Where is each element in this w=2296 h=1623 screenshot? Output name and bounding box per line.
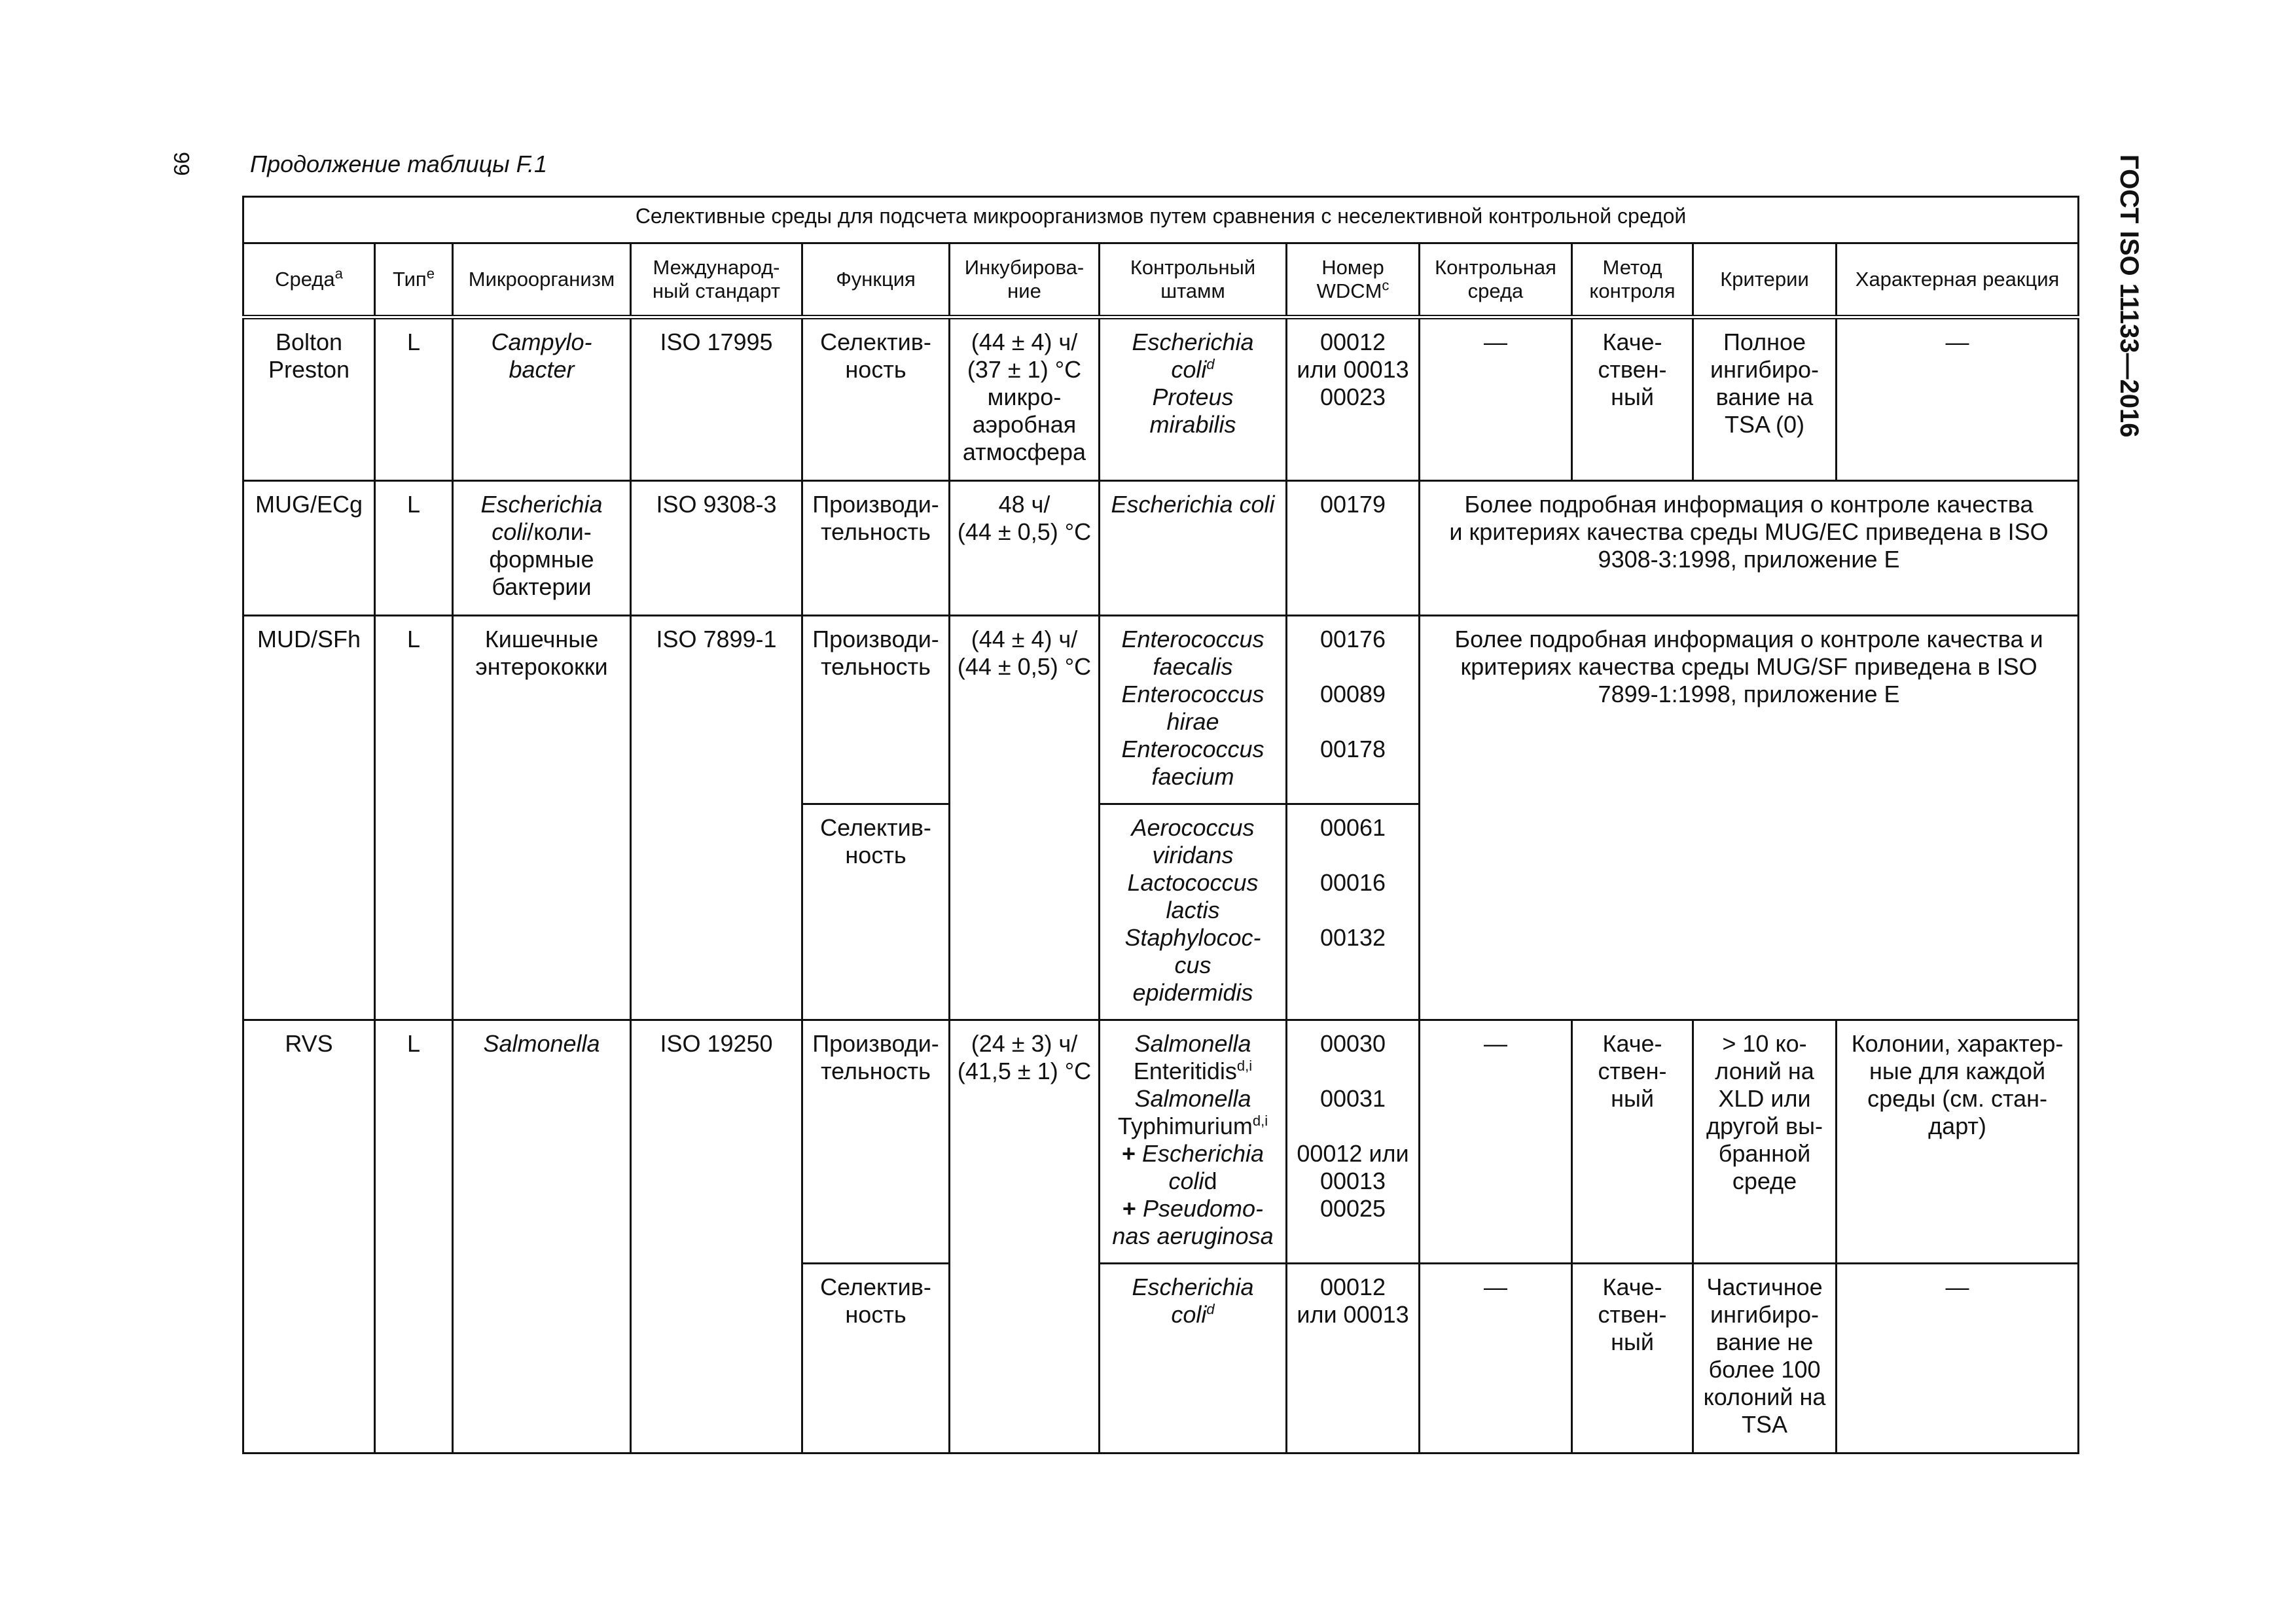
cell-control-strain: Escherichia coli$^d$ Proteus mirabilis [1100, 317, 1287, 481]
cell-medium: MUG/ECg [243, 481, 375, 616]
cell-function: Селектив- ность [802, 317, 950, 481]
cell-control-method: Каче- ствен- ный [1572, 317, 1693, 481]
cell-incubation: (44 ± 4) ч/ (37 ± 1) °C микро- аэробная атмосфера [950, 317, 1100, 481]
cell-characteristic-reaction: Колонии, характер- ные для каждой среды (см. стан- дарт) [1837, 1020, 2079, 1264]
cell-type: L [375, 1020, 453, 1454]
cell-criteria: Полное ингибиро- вание на TSA (0) [1693, 317, 1837, 481]
header-wdcm-number: Номер WDCM$^c$ [1287, 243, 1420, 317]
table-header-row [243, 243, 2079, 317]
cell-control-method: Каче- ствен- ный [1572, 1264, 1693, 1454]
cell-microorganism: Escherichia coli/коли- формные бактерии [453, 481, 631, 616]
cell-characteristic-reaction: — [1837, 1264, 2079, 1454]
cell-standard: ISO 19250 [631, 1020, 802, 1454]
header-microorganism: Микроорганизм [453, 243, 631, 317]
cell-microorganism: Salmonella [453, 1020, 631, 1454]
header-control-strain: Контрольный штамм [1100, 243, 1287, 317]
table-row-mud-sf-productivity [243, 616, 2079, 804]
cell-incubation: (44 ± 4) ч/ (44 ± 0,5) °C [950, 616, 1100, 1020]
cell-function: Производи- тельность [802, 1020, 950, 1264]
header-characteristic-reaction: Характерная реакция [1837, 243, 2079, 317]
cell-reference-medium: — [1420, 1020, 1572, 1264]
cell-standard: ISO 9308-3 [631, 481, 802, 616]
cell-control-strain: Escherichia coli$^d$ [1100, 1264, 1287, 1454]
cell-standard: ISO 7899-1 [631, 616, 802, 1020]
cell-wdcm-number: 00030 00031 00012 или 00013 00025 [1287, 1020, 1420, 1264]
cell-standard: ISO 17995 [631, 317, 802, 481]
header-control-method: Метод контроля [1572, 243, 1693, 317]
cell-microorganism: Кишечные энтерококки [453, 616, 631, 1020]
cell-note: Более подробная информация о контроле качества и критериях качества среды MUG/EC приведена в ISO 9308-3:1998, приложение E [1420, 481, 2079, 616]
cell-wdcm-number: 00061 00016 00132 [1287, 804, 1420, 1020]
cell-control-strain: Salmonella Enteritidis$^{d,i}$ Salmonella Typhimurium$^{d,i}$ + Escherichia colid + Pseudomo- nas aeruginosa [1100, 1020, 1287, 1264]
cell-control-strain: Aerococcus viridans Lactococcus lactis Staphylococ- cus epidermidis [1100, 804, 1287, 1020]
cell-type: L [375, 317, 453, 481]
table-caption: Селективные среды для подсчета микроорганизмов путем сравнения с неселективной контрольной средой [243, 197, 2079, 243]
cell-note: Более подробная информация о контроле качества и критериях качества среды MUG/SF приведена в ISO 7899-1:1998, приложение E [1420, 616, 2079, 1020]
header-type: Тип$^e$ [375, 243, 453, 317]
cell-medium: RVS [243, 1020, 375, 1454]
cell-medium: MUD/SFh [243, 616, 375, 1020]
cell-function: Селектив- ность [802, 804, 950, 1020]
cell-control-strain: Escherichia coli [1100, 481, 1287, 616]
cell-incubation: (24 ± 3) ч/ (41,5 ± 1) °C [950, 1020, 1100, 1454]
table-row-rvs-productivity [243, 1020, 2079, 1264]
cell-medium: Bolton Preston [243, 317, 375, 481]
cell-incubation: 48 ч/ (44 ± 0,5) °C [950, 481, 1100, 616]
cell-function: Селектив- ность [802, 1264, 950, 1454]
header-reference-medium: Контрольная среда [1420, 243, 1572, 317]
cell-criteria: > 10 ко- лоний на XLD или другой вы- бранной среде [1693, 1020, 1837, 1264]
table-row-bolton-preston [243, 317, 2079, 481]
header-standard: Международ- ный стандарт [631, 243, 802, 317]
cell-wdcm-number: 00012 или 00013 00023 [1287, 317, 1420, 481]
cell-characteristic-reaction: — [1837, 317, 2079, 481]
cell-wdcm-number: 00012 или 00013 [1287, 1264, 1420, 1454]
cell-reference-medium: — [1420, 1264, 1572, 1454]
cell-reference-medium: — [1420, 317, 1572, 481]
cell-type: L [375, 481, 453, 616]
header-medium: Среда$^a$ [243, 243, 375, 317]
cell-wdcm-number: 00179 [1287, 481, 1420, 616]
header-criteria: Критерии [1693, 243, 1837, 317]
cell-microorganism: Campylo- bacter [453, 317, 631, 481]
cell-criteria: Частичное ингибиро- вание не более 100 колоний на TSA [1693, 1264, 1837, 1454]
cell-wdcm-number: 00176 00089 00178 [1287, 616, 1420, 804]
table-row-mug-ec [243, 481, 2079, 616]
header-function: Функция [802, 243, 950, 317]
cell-control-strain: Enterococcus faecalis Enterococcus hirae Enterococcus faecium [1100, 616, 1287, 804]
media-table [242, 196, 2079, 1454]
cell-function: Производи- тельность [802, 616, 950, 804]
page-number: 99 [170, 152, 194, 176]
table-continuation-title: Продолжение таблицы F.1 [250, 151, 548, 177]
header-incubation: Инкубирова- ние [950, 243, 1100, 317]
document-code: ГОСТ ISO 11133—2016 [2115, 154, 2144, 438]
cell-function: Производи- тельность [802, 481, 950, 616]
cell-control-method: Каче- ствен- ный [1572, 1020, 1693, 1264]
table-caption-row [243, 197, 2079, 243]
cell-type: L [375, 616, 453, 1020]
